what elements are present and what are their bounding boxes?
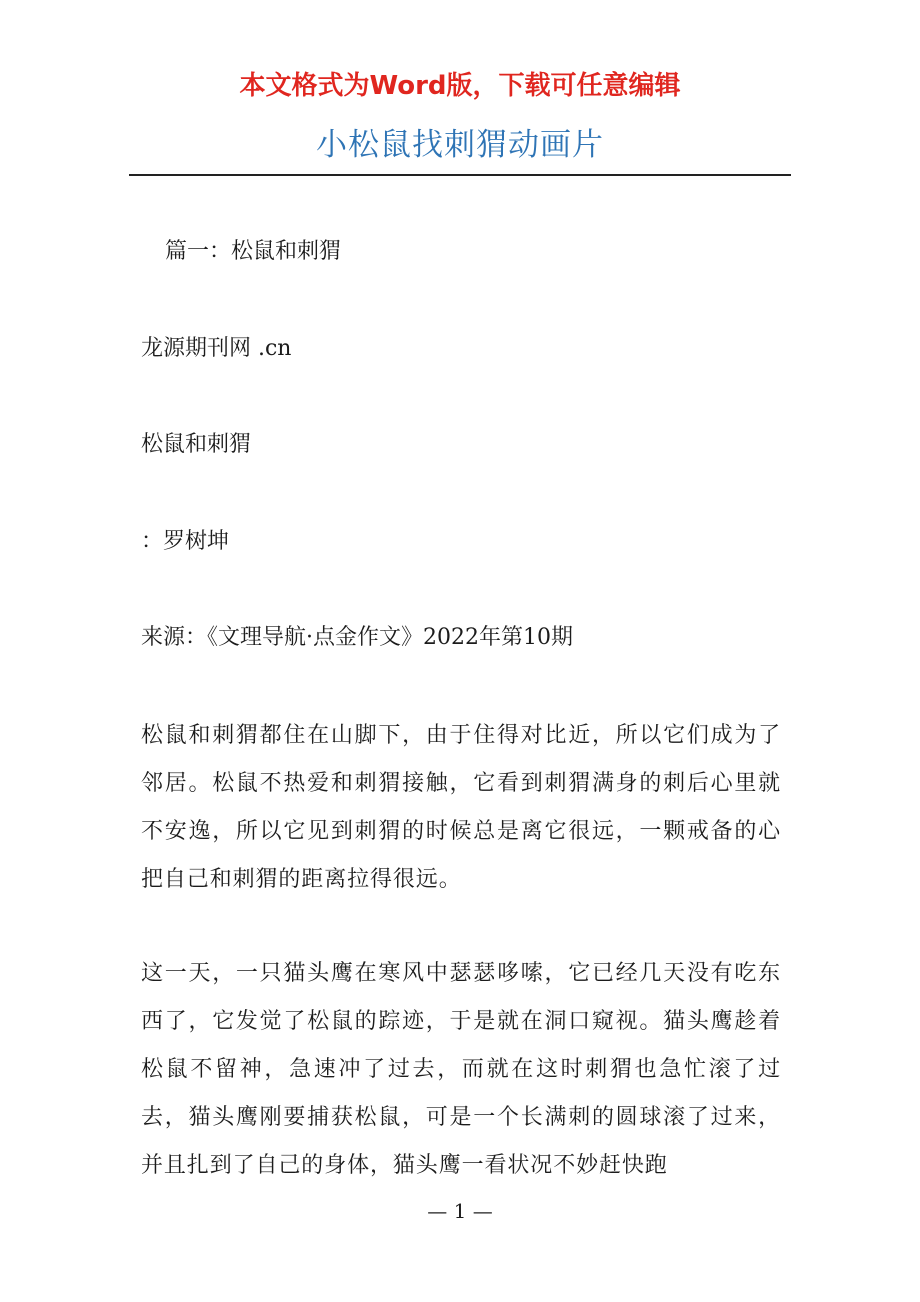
article-author: ：罗树坤 [141, 529, 230, 554]
source-website: 龙源期刊网 .cn [141, 336, 292, 361]
section-heading: 篇一：松鼠和刺猬 [165, 239, 342, 264]
title-divider [129, 174, 791, 176]
paragraph-2: 这一天，一只猫头鹰在寒风中瑟瑟哆嗦，它已经几天没有吃东西了，它发觉了松鼠的踪迹，于是就在洞口窥视。猫头鹰趁着松鼠不留神，急速冲了过去，而就在这时刺猬也急忙滚了过去，猫头鹰刚要捕获松鼠，可是一个长满刺的圆球滚了过来，并且扎到了自己的身体，猫头鹰一看状况不妙赶快跑 [141, 961, 781, 1178]
paragraph-1: 松鼠和刺猬都住在山脚下，由于住得对比近，所以它们成为了邻居。松鼠不热爱和刺猬接触，它看到刺猬满身的刺后心里就不安逸，所以它见到刺猬的时候总是离它很远，一颗戒备的心把自己和刺猬的距离拉得很远。 [141, 723, 781, 892]
article-source: 来源：《文理导航·点金作文》2022年第10期 [141, 625, 573, 650]
page-number: — 1 — [427, 1199, 493, 1223]
article-title: 松鼠和刺猬 [141, 432, 252, 457]
document-title: 小松鼠找刺猬动画片 [316, 127, 604, 163]
editable-format-banner: 本文格式为Word版，下载可任意编辑 [239, 71, 681, 101]
